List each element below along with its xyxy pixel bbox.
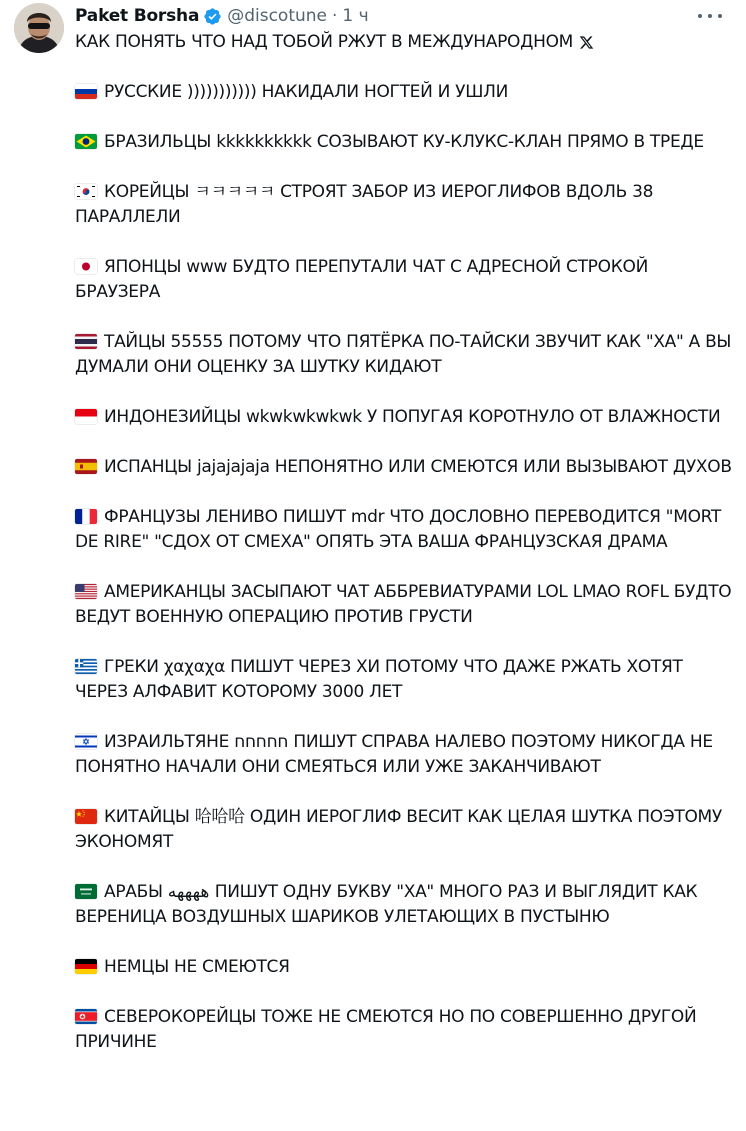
paragraph-th <box>75 330 735 380</box>
x-logo-icon <box>579 35 594 50</box>
paragraph-text: АМЕРИКАНЦЫ ЗАСЫПАЮТ ЧАТ АББРЕВИАТУРАМИ LOL LMAO ROFL БУДТО ВЕДУТ ВОЕННУЮ ОПЕРАЦИЮ ПРОТИВ ГРУСТИ <box>75 582 732 627</box>
flag-kp-icon <box>75 1009 97 1024</box>
paragraph-il <box>75 730 735 780</box>
flag-jp-icon <box>75 259 97 274</box>
flag-us-icon <box>75 584 97 599</box>
paragraph-de <box>75 955 735 980</box>
paragraph-text: ИНДОНЕЗИЙЦЫ wkwkwkwkwk У ПОПУГАЯ КОРОТНУЛО ОТ ВЛАЖНОСТИ <box>104 407 721 427</box>
title-text: КАК ПОНЯТЬ ЧТО НАД ТОБОЙ РЖУТ В МЕЖДУНАРОДНОМ <box>75 32 574 52</box>
avatar[interactable] <box>14 3 64 53</box>
paragraph-text: ТАЙЦЫ 55555 ПОТОМУ ЧТО ПЯТЁРКА ПО-ТАЙСКИ ЗВУЧИТ КАК "ХА" А ВЫ ДУМАЛИ ОНИ ОЦЕНКУ ЗА ШУТКУ КИДАЮТ <box>75 332 732 377</box>
paragraph-id <box>75 405 735 430</box>
paragraph-cn <box>75 805 735 855</box>
more-options-icon[interactable] <box>698 8 722 24</box>
paragraph-text: ЯПОНЦЫ www БУДТО ПЕРЕПУТАЛИ ЧАТ С АДРЕСНОЙ СТРОКОЙ БРАУЗЕРА <box>75 257 648 302</box>
paragraph-kp <box>75 1005 735 1055</box>
flag-sa-icon <box>75 884 97 899</box>
flag-de-icon <box>75 959 97 974</box>
paragraph-text: ФРАНЦУЗЫ ЛЕНИВО ПИШУТ mdr ЧТО ДОСЛОВНО ПЕРЕВОДИТСЯ "MORT DE RIRE" "СДОХ ОТ СМЕХА" ОПЯТЬ ЭТА ВАША ФРАНЦУЗСКАЯ ДРАМА <box>75 507 722 552</box>
paragraph-ru <box>75 80 735 105</box>
author-name[interactable]: Paket Borsha <box>75 6 200 26</box>
timestamp[interactable]: 1 ч <box>342 6 369 26</box>
flag-il-icon <box>75 734 97 749</box>
paragraph-text: РУССКИЕ ))))))))))) НАКИДАЛИ НОГТЕЙ И УШЛИ <box>104 82 508 102</box>
paragraph-text: ИСПАНЦЫ jajajajaja НЕПОНЯТНО ИЛИ СМЕЮТСЯ ИЛИ ВЫЗЫВАЮТ ДУХОВ <box>104 457 732 477</box>
flag-es-icon <box>75 459 97 474</box>
paragraph-jp <box>75 255 735 305</box>
tweet-title <box>75 30 735 55</box>
paragraph-text: СЕВЕРОКОРЕЙЦЫ ТОЖЕ НЕ СМЕЮТСЯ НО ПО СОВЕРШЕННО ДРУГОЙ ПРИЧИНЕ <box>75 1007 697 1052</box>
paragraph-text: КИТАЙЦЫ 哈哈哈 ОДИН ИЕРОГЛИФ ВЕСИТ КАК ЦЕЛАЯ ШУТКА ПОЭТОМУ ЭКОНОМЯТ <box>75 807 722 852</box>
paragraph-br <box>75 130 735 155</box>
flag-kr-icon <box>75 184 97 199</box>
paragraph-sa <box>75 880 735 930</box>
flag-br-icon <box>75 134 97 149</box>
avatar-image <box>14 3 64 53</box>
paragraph-text: БРАЗИЛЬЦЫ kkkkkkkkkk СОЗЫВАЮТ КУ-КЛУКС-КЛАН ПРЯМО В ТРЕДЕ <box>104 132 704 152</box>
paragraph-fr <box>75 505 735 555</box>
flag-cn-icon <box>75 809 97 824</box>
tweet-header <box>75 4 369 28</box>
flag-id-icon <box>75 409 97 424</box>
paragraph-us <box>75 580 735 630</box>
flag-th-icon <box>75 334 97 349</box>
separator-dot: · <box>332 6 338 26</box>
tweet-text <box>75 30 735 1080</box>
paragraph-text: ИЗРАИЛЬТЯНЕ חחחחח ПИШУТ СПРАВА НАЛЕВО ПОЭТОМУ НИКОГДА НЕ ПОНЯТНО НАЧАЛИ ОНИ СМЕЯТЬСЯ ИЛИ УЖЕ ЗАКАНЧИВАЮТ <box>75 732 713 777</box>
author-handle[interactable]: @discotune <box>227 6 328 26</box>
flag-fr-icon <box>75 509 97 524</box>
paragraph-text: ГРЕКИ χαχαχα ПИШУТ ЧЕРЕЗ ХИ ПОТОМУ ЧТО ДАЖЕ РЖАТЬ ХОТЯТ ЧЕРЕЗ АЛФАВИТ КОТОРОМУ 3000 ЛЕТ <box>75 657 683 702</box>
verified-badge-icon <box>203 7 222 26</box>
tweet-paragraphs <box>75 80 735 1055</box>
flag-gr-icon <box>75 659 97 674</box>
paragraph-kr <box>75 180 735 230</box>
paragraph-text: АРАБЫ ههههه ПИШУТ ОДНУ БУКВУ "ХА" МНОГО РАЗ И ВЫГЛЯДИТ КАК ВЕРЕНИЦА ВОЗДУШНЫХ ШАРИКОВ УЛЕТАЮЩИХ В ПУСТЫНЮ <box>75 882 698 927</box>
paragraph-es <box>75 455 735 480</box>
paragraph-text: КОРЕЙЦЫ ㅋㅋㅋㅋㅋ СТРОЯТ ЗАБОР ИЗ ИЕРОГЛИФОВ ВДОЛЬ 38 ПАРАЛЛЕЛИ <box>75 182 654 227</box>
paragraph-gr <box>75 655 735 705</box>
flag-ru-icon <box>75 84 97 99</box>
paragraph-text: НЕМЦЫ НЕ СМЕЮТСЯ <box>104 957 290 977</box>
